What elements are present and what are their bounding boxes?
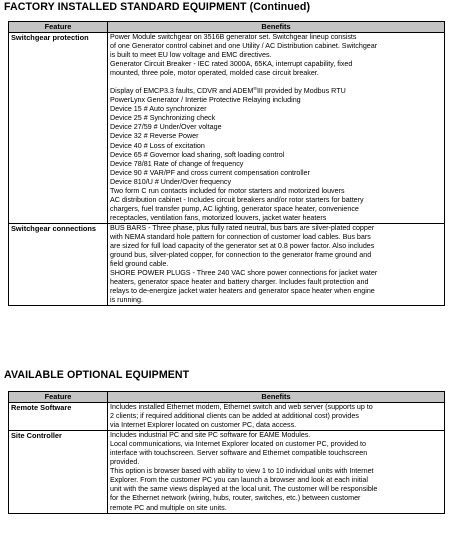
benefit-cell xyxy=(108,431,445,513)
benefit-line: Device 15 # Auto synchronizer xyxy=(110,105,207,114)
benefit-line: ground bus, silver-plated copper, for connection to the generator frame ground and xyxy=(110,251,372,260)
benefit-line: for the Ethernet network (wiring, hubs, router, switches, etc.) between customer xyxy=(110,494,361,503)
table-row xyxy=(9,33,445,224)
benefit-line: Includes installed Ethernet modem, Ethernet switch and web server (supports up to xyxy=(110,403,373,411)
benefit-line: PowerLynx Generator / Intertie Protective Relaying including xyxy=(110,96,301,105)
table-header-row xyxy=(9,392,445,403)
benefit-line: of one Generator control cabinet and one Utility / AC Distribution cabinet. Switchgear xyxy=(110,42,378,51)
paragraph-gap xyxy=(110,78,443,87)
benefit-line: Device 27/59 # Under/Over voltage xyxy=(110,123,222,132)
benefit-cell xyxy=(108,33,445,224)
benefit-line: Device 40 # Loss of excitation xyxy=(110,141,205,150)
benefit-line: Explorer. From the customer PC you can launch a browser and look at each initial xyxy=(110,476,368,485)
benefit-line: AC distribution cabinet - Includes circuit breakers and/or rotor starters for battery xyxy=(110,195,364,204)
benefit-line: are sized for full load capacity of the generator set at 0.8 power factor. Also includes xyxy=(110,242,375,251)
benefit-line: Local communications, via Internet Explorer located on customer PC, provided to xyxy=(110,440,366,449)
table-header-row xyxy=(9,22,445,33)
benefit-line: field ground cable. xyxy=(110,260,169,269)
feature-cell: Switchgear connections xyxy=(9,223,108,305)
table-row xyxy=(9,431,445,513)
standard-equipment-table xyxy=(8,21,445,306)
benefit-line: Device 78/81 Rate of change of frequency xyxy=(110,159,244,168)
benefit-line: provided. xyxy=(110,458,140,467)
standard-equipment-heading: FACTORY INSTALLED STANDARD EQUIPMENT (Continued) xyxy=(4,1,311,13)
benefit-line: via Internet Explorer located on customer PC, data access. xyxy=(110,421,297,430)
benefit-line: This option is browser based with ability to view 1 to 10 individual units with Internet xyxy=(110,467,374,476)
optional-equipment-heading: AVAILABLE OPTIONAL EQUIPMENT xyxy=(4,369,190,381)
benefit-line: Device 25 # Synchronizing check xyxy=(110,114,216,123)
feature-cell: Site Controller xyxy=(9,431,108,513)
optional-equipment-table xyxy=(8,391,445,514)
benefit-text: III provided by Modbus RTU xyxy=(256,87,346,96)
benefit-line: 2 clients; if required additional clients can be added at additional cost) provides xyxy=(110,412,359,421)
table-row xyxy=(9,223,445,305)
benefit-line: BUS BARS - Three phase, plus fully rated neutral, bus bars are silver-plated copper xyxy=(110,223,375,232)
feature-column-header: Feature xyxy=(9,392,108,403)
benefit-line: Two form C run contacts included for motor starters and motorized louvers xyxy=(110,186,345,195)
benefit-line: relays to de-energize jacket water heaters and generator space heater when engine xyxy=(110,287,375,296)
feature-cell: Switchgear protection xyxy=(9,33,108,224)
benefit-line: is built to meet EU low voltage and EMC directives. xyxy=(110,51,272,60)
benefit-line: mounted, three pole, motor operated, molded case circuit breaker. xyxy=(110,69,319,78)
benefit-line: Device 65 # Governor load sharing, soft loading control xyxy=(110,150,285,159)
registered-mark: ® xyxy=(253,87,257,93)
benefit-line: unit with the same views displayed at the local unit. The customer will be responsible xyxy=(110,485,378,494)
benefit-line: Device 90 # VAR/PF and cross current compensation controller xyxy=(110,168,310,177)
benefit-cell xyxy=(108,223,445,305)
benefit-line: with NEMA standard hole pattern for connection of customer load cables. Bus bars xyxy=(110,232,371,241)
benefit-text: Display of EMCP3.3 faults, CDVR and ADEM xyxy=(110,87,254,96)
benefit-line: receptacles, ventilation fans, motorized louvers, jacket water heaters xyxy=(110,213,327,222)
benefit-line: remote PC and multiple on site units. xyxy=(110,503,227,512)
benefit-cell xyxy=(108,403,445,431)
benefit-line: Device 32 # Reverse Power xyxy=(110,132,199,141)
benefit-line: SHORE POWER PLUGS - Three 240 VAC shore power connections for jacket water xyxy=(110,269,378,278)
benefit-line: Power Module switchgear on 3516B generator set. Switchgear lineup consists xyxy=(110,33,357,41)
table-row xyxy=(9,403,445,431)
benefit-line: interface with touchscreen. Server software and Ethernet compatible touchscreen xyxy=(110,449,368,458)
feature-column-header: Feature xyxy=(9,22,108,33)
benefit-line: Generator Circuit Breaker - IEC rated 3000A, 65KA, interrupt capability, fixed xyxy=(110,60,353,69)
benefit-line: heaters, generator space heater and battery charger. Includes fault protection and xyxy=(110,278,369,287)
benefit-line: Device 810/U # Under/Over frequency xyxy=(110,177,232,186)
benefit-line xyxy=(110,87,443,96)
benefit-line: chargers, fuel transfer pump, AC lighting, generator space heater, convenience xyxy=(110,204,359,213)
benefits-column-header: Benefits xyxy=(108,22,445,33)
benefits-column-header: Benefits xyxy=(108,392,445,403)
feature-cell: Remote Software xyxy=(9,403,108,431)
benefit-line: Includes industrial PC and site PC software for EAME Modules. xyxy=(110,431,311,440)
benefit-line: is running. xyxy=(110,296,143,305)
